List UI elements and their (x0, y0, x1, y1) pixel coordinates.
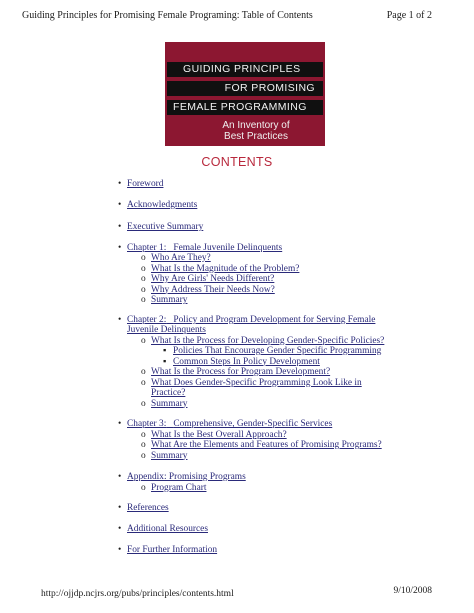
banner-line-1: GUIDING PRINCIPLES (167, 62, 323, 77)
chapter-1-label: Chapter 1: (127, 243, 167, 253)
foreword-link[interactable]: Foreword (127, 179, 164, 189)
title-banner (165, 42, 325, 146)
toc-subitem (141, 367, 330, 378)
banner-line-3: FEMALE PROGRAMMING (167, 100, 323, 115)
chapter-1-title: Female Juvenile Delinquents (173, 243, 283, 253)
chapter-2-title-line-1: Policy and Program Development for Serving Female (173, 315, 376, 325)
ch2-item-link[interactable]: Summary (151, 398, 188, 409)
toc-subitem (141, 264, 299, 275)
circle-marker: o (141, 440, 146, 450)
chapter-3-label: Chapter 3: (127, 419, 167, 429)
toc-subitem (141, 440, 382, 451)
bullet-marker: • (118, 503, 122, 513)
bullet-marker: • (118, 200, 122, 210)
circle-marker: o (141, 295, 146, 305)
appendix-item-link[interactable]: Program Chart (151, 482, 207, 493)
footer-date: 9/10/2008 (393, 586, 432, 596)
chapter-2-title-line-2[interactable]: Juvenile Delinquents (127, 325, 206, 335)
toc-item-additional-resources (118, 524, 208, 535)
bullet-marker: • (118, 545, 122, 555)
chapter-3-link[interactable] (127, 419, 332, 429)
banner-subtitle (201, 120, 311, 142)
bullet-marker: • (118, 315, 122, 325)
toc-subitem (141, 253, 211, 264)
toc-subitem (141, 285, 275, 296)
ch2-item-link[interactable]: What Is the Process for Developing Gender-Specific Policies? (151, 335, 385, 346)
ch2-item-link-cont[interactable]: Practice? (151, 388, 186, 398)
further-info-link[interactable]: For Further Information (127, 545, 218, 555)
banner-line-2: FOR PROMISING (167, 81, 323, 96)
circle-marker: o (141, 274, 146, 284)
toc-subitem (141, 295, 187, 306)
toc-item-references (118, 503, 169, 514)
circle-marker: o (141, 335, 146, 346)
toc-subsubitem (163, 357, 320, 368)
ch1-item-link[interactable]: Why Are Girls' Needs Different? (151, 274, 275, 284)
toc-item-acknowledgments (118, 200, 197, 211)
toc-subitem (141, 274, 274, 285)
toc-subitem (141, 336, 384, 347)
toc-item-executive-summary (118, 222, 203, 233)
chapter-3-title: Comprehensive, Gender-Specific Services (173, 419, 333, 429)
bullet-marker: • (118, 472, 122, 482)
bullet-marker: • (118, 222, 122, 232)
chapter-2-label: Chapter 2: (127, 315, 167, 325)
footer-url: http://ojjdp.ncjrs.org/pubs/principles/contents.html (41, 589, 234, 599)
bullet-marker: • (118, 179, 122, 189)
ch3-item-link[interactable]: Summary (151, 450, 188, 461)
toc-item-chapter-2-cont (127, 325, 206, 336)
toc-item-foreword (118, 179, 163, 190)
ch1-item-link[interactable]: What Is the Magnitude of the Problem? (151, 263, 300, 274)
banner-subtitle-line-2: Best Practices (224, 131, 288, 142)
ch1-item-link[interactable]: Why Address Their Needs Now? (151, 284, 275, 295)
appendix-link[interactable]: Appendix: Promising Programs (127, 472, 246, 482)
circle-marker: o (141, 263, 146, 274)
executive-summary-link[interactable]: Executive Summary (127, 222, 204, 232)
additional-resources-link[interactable]: Additional Resources (127, 524, 208, 534)
chapter-2-link[interactable] (127, 315, 375, 325)
square-marker: ▪ (163, 356, 167, 367)
circle-marker: o (141, 253, 146, 263)
toc-subitem (141, 451, 187, 462)
banner-subtitle-line-1: An Inventory of (222, 120, 290, 131)
circle-marker: o (141, 450, 146, 461)
ch2-item-link[interactable]: What Is the Process for Program Development? (151, 367, 331, 377)
circle-marker: o (141, 482, 146, 493)
ch1-item-link[interactable]: Summary (151, 295, 188, 305)
circle-marker: o (141, 377, 146, 388)
ch3-item-link[interactable]: What Are the Elements and Features of Promising Programs? (151, 440, 382, 450)
document-header-title: Guiding Principles for Promising Female Programing: Table of Contents (22, 10, 313, 21)
ch2-subitem-link[interactable]: Common Steps In Policy Development (173, 356, 320, 367)
toc-subitem (141, 483, 206, 494)
ch1-item-link[interactable]: Who Are They? (151, 253, 211, 263)
toc-subitem (141, 430, 287, 441)
contents-heading: CONTENTS (201, 155, 273, 169)
bullet-marker: • (118, 524, 122, 534)
circle-marker: o (141, 429, 146, 440)
toc-subsubitem (163, 346, 381, 357)
square-marker: ▪ (163, 346, 167, 356)
toc-subitem (141, 399, 187, 410)
chapter-1-link[interactable] (127, 243, 282, 253)
toc-subitem-cont (151, 388, 185, 399)
ch2-item-link[interactable]: What Does Gender-Specific Programming Look Like in (151, 377, 362, 388)
ch2-subitem-link[interactable]: Policies That Encourage Gender Specific Programming (173, 346, 382, 356)
toc-item-chapter-3 (118, 419, 332, 430)
circle-marker: o (141, 367, 146, 377)
bullet-marker: • (118, 243, 122, 253)
bullet-marker: • (118, 419, 122, 429)
circle-marker: o (141, 398, 146, 409)
references-link[interactable]: References (127, 503, 169, 513)
circle-marker: o (141, 284, 146, 295)
acknowledgments-link[interactable]: Acknowledgments (127, 200, 198, 210)
page-number: Page 1 of 2 (386, 10, 432, 21)
toc-subitem (141, 378, 362, 389)
ch3-item-link[interactable]: What Is the Best Overall Approach? (151, 429, 287, 440)
toc-item-appendix (118, 472, 246, 483)
toc-item-further-info (118, 545, 217, 556)
